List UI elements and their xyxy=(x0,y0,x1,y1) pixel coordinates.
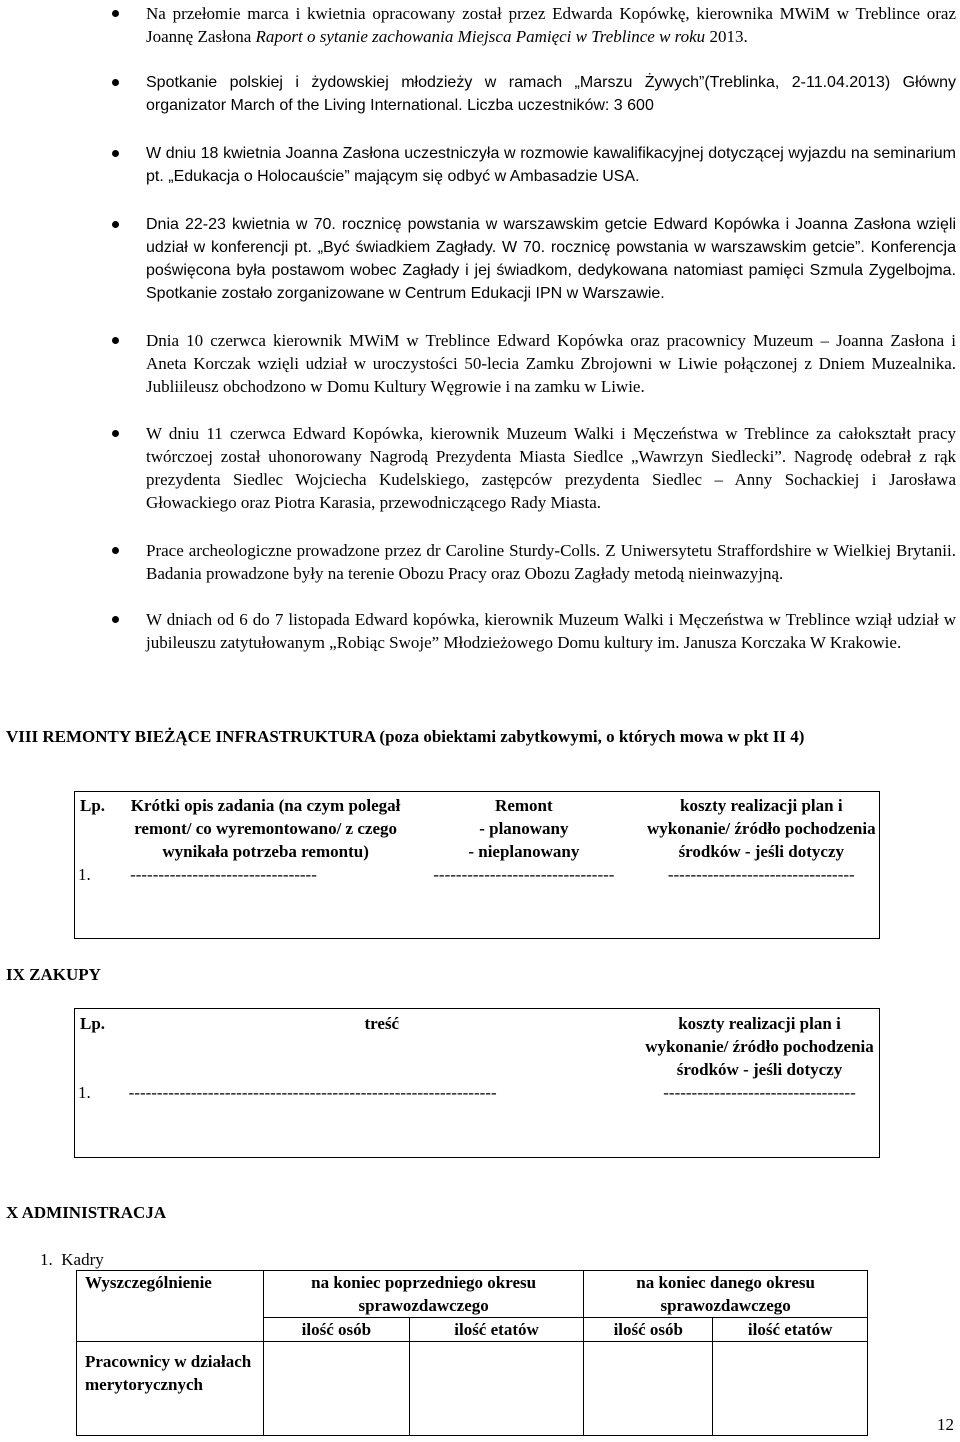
bullet-icon xyxy=(112,430,119,437)
bullet-icon xyxy=(112,547,119,554)
table-header-cell: Wyszczególnienie xyxy=(77,1271,264,1342)
table-cell: -------------------------------- xyxy=(433,865,615,884)
bullet-icon xyxy=(112,79,119,86)
remont-header-line: - nieplanowany xyxy=(468,842,580,861)
table-header-cell: na koniec poprzedniego okresu sprawozdawczego xyxy=(264,1271,584,1318)
table-header-row xyxy=(74,794,880,863)
table-subheader-cell: ilość osób xyxy=(584,1318,713,1342)
table-row-label: Pracownicy w działach merytorycznych xyxy=(77,1342,264,1436)
list-item-text: Dnia 10 czerwca kierownik MWiM w Treblince Edward Kopówka oraz pracownicy Muzeum – Joanna Zasłona i Aneta Korczak wzięli udział w uroczystości 50-lecia Zamku Zbrojowni w Liwie połączonej z Dniem Muzealnika. Jubliileusz obchodzono w Domu Kultury Węgrowie i na zamku w Liwie. xyxy=(146,331,956,396)
table-kadry xyxy=(76,1270,868,1436)
table-header-cell: koszty realizacji plan i wykonanie/ źródło pochodzenia środków - jeśli dotyczy xyxy=(646,796,876,861)
table-cell: ----------------------------------------------------------------- xyxy=(128,1083,497,1102)
list-item-text: Spotkanie polskiej i żydowskiej młodzieży w ramach „Marszu Żywych”(Treblinka, 2-11.04.2013) Główny organizator March of the Living International. Liczba uczestników: 3 600 xyxy=(146,74,956,114)
bullet-icon xyxy=(112,10,119,17)
table-header-cell: Lp. xyxy=(80,1014,106,1033)
table-row xyxy=(74,1081,880,1104)
list-item-text: Dnia 22-23 kwietnia w 70. rocznicę powstania w warszawskim getcie Edward Kopówka i Joanna Zasłona wzięli udział w konferencji pt. „Być świadkiem Zagłady. W 70. rocznicę powstania w warszawskim getcie”. Konferencja poświęcona była postawom wobec Zagłady i jej świadkom, dedykowana natomiast pamięci Szmula Zygelbojma. Spotkanie zostało zorganizowane w Centrum Edukacji IPN w Warszawie. xyxy=(146,216,956,302)
list-item xyxy=(0,213,960,305)
table-zakupy xyxy=(74,1012,880,1104)
list-item xyxy=(0,2,960,48)
bullet-icon xyxy=(112,221,119,228)
list-item xyxy=(0,329,960,398)
remont-header-line: Remont xyxy=(495,796,553,815)
section-heading-remonty: VIII REMONTY BIEŻĄCE INFRASTRUKTURA (poza obiektami zabytkowymi, o których mowa w pkt II 4) xyxy=(6,727,805,746)
table-cell xyxy=(409,1342,583,1436)
list-item-text: Na przełomie marca i kwietnia opracowany został przez Edwarda Kopówkę, kierownika MWiM w Treblince oraz Joannę Zasłona xyxy=(146,4,956,46)
report-title: Raport o sytanie zachowania Miejsca Pamięci w Treblince w roku xyxy=(255,27,706,46)
list-item-text: W dniu 11 czerwca Edward Kopówka, kierownik Muzeum Walki i Męczeństwa w Treblince za całokształt pracy twórczoej został uhonorowany Nagrodą Prezydenta Miasta Siedlce „Wawrzyn Siedlecki”. Nagrodę odebrał z rąk prezydenta Siedlec Wojciecha Kudelskiego, zastępców prezydenta Siedlec – Anny Sochackiej i Jarosława Głowackiego oraz Piotra Karasia, przewodniczącego Rady Miasta. xyxy=(146,424,956,512)
section-heading-zakupy: IX ZAKUPY xyxy=(6,965,101,984)
list-item xyxy=(0,539,960,585)
subsection-kadry: 1. Kadry xyxy=(40,1250,104,1269)
list-item-text: W dniu 18 kwietnia Joanna Zasłona uczestniczyła w rozmowie kawalifikacyjnej dotyczącej wyjazdu na seminarium pt. „Edukacja o Holocauście” mającym się odbyć w Ambasadzie USA. xyxy=(146,145,956,185)
table-cell xyxy=(264,1342,410,1436)
table-cell: --------------------------------- xyxy=(130,865,317,884)
table-header-row xyxy=(74,1012,880,1081)
list-item-text: 2013. xyxy=(705,27,748,46)
table-cell: ---------------------------------- xyxy=(663,1083,856,1102)
section-heading-administracja: X ADMINISTRACJA xyxy=(6,1203,167,1222)
table-header-cell: Krótki opis zadania (na czym polegał remont/ co wyremontowano/ z czego wynikała potrzeba remontu) xyxy=(130,796,401,861)
table-header-cell: na koniec danego okresu sprawozdawczego xyxy=(584,1271,868,1318)
table-row xyxy=(74,863,880,886)
table-subheader-cell: ilość etatów xyxy=(409,1318,583,1342)
table-row xyxy=(77,1342,868,1436)
table-header-row xyxy=(77,1271,868,1318)
table-cell: 1. xyxy=(78,865,91,884)
page-number: 12 xyxy=(937,1415,954,1434)
table-cell xyxy=(713,1342,868,1436)
list-item xyxy=(0,422,960,514)
table-header-cell: treść xyxy=(364,1014,400,1033)
table-cell: --------------------------------- xyxy=(667,865,855,884)
table-header-cell: Lp. xyxy=(80,796,106,815)
bullet-icon xyxy=(112,337,119,344)
table-cell xyxy=(584,1342,713,1436)
table-header-cell: koszty realizacji plan i wykonanie/ źródło pochodzenia środków - jeśli dotyczy xyxy=(645,1014,874,1079)
table-subheader-cell: ilość osób xyxy=(264,1318,410,1342)
bullet-icon xyxy=(112,616,119,623)
remont-header-line: - planowany xyxy=(479,819,569,838)
list-item xyxy=(0,71,960,117)
list-item-text: Prace archeologiczne prowadzone przez dr Caroline Sturdy-Colls. Z Uniwersytetu Straffordshire w Wielkiej Brytanii. Badania prowadzone były na terenie Obozu Pracy oraz Obozu Zagłady metodą nieinwazyjną. xyxy=(146,541,956,583)
list-item xyxy=(0,608,960,654)
table-remonty xyxy=(74,794,880,886)
list-item-text: W dniach od 6 do 7 listopada Edward kopówka, kierownik Muzeum Walki i Męczeństwa w Treblince wziął udział w jubileuszu zatytułowanym „Robiąc Swoje” Młodzieżowego Domu kultury im. Janusza Korczaka W Krakowie. xyxy=(146,610,956,652)
list-item xyxy=(0,142,960,188)
bullet-icon xyxy=(112,150,119,157)
table-subheader-cell: ilość etatów xyxy=(713,1318,868,1342)
table-header-cell xyxy=(405,794,642,863)
table-cell: 1. xyxy=(78,1083,91,1102)
